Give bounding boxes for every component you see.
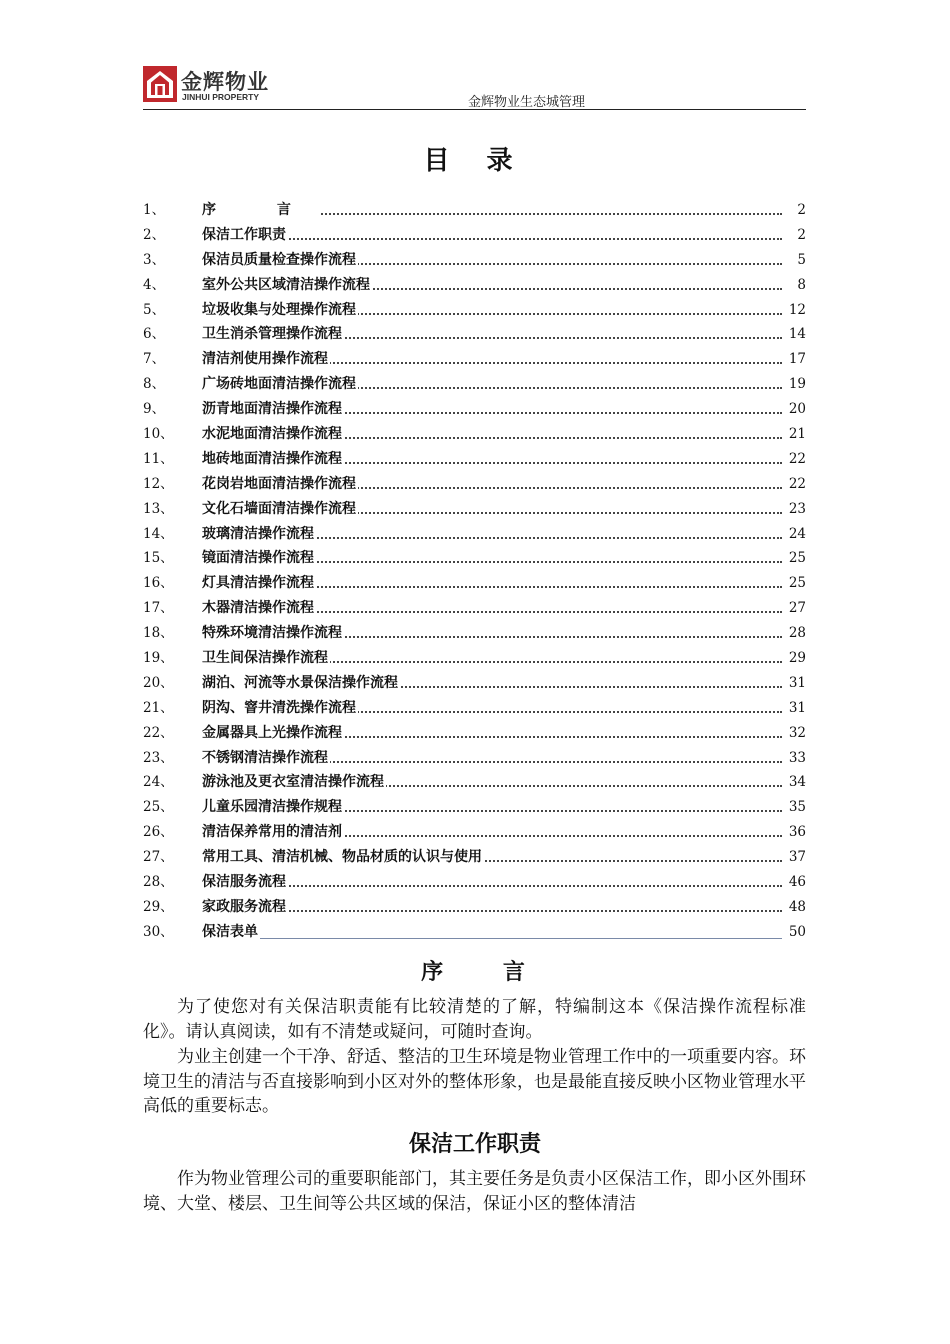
toc-entry-number: 8、 [143,376,166,393]
toc-entry[interactable] [143,770,806,795]
toc-entry[interactable] [143,223,806,248]
toc-entry-label-wrap [202,273,782,297]
toc-entry-label-wrap [202,198,782,222]
toc-entry-page: 22 [788,475,806,492]
toc-entry[interactable] [143,571,806,596]
toc-entry-page: 35 [788,799,806,816]
toc-entry[interactable] [143,198,806,223]
toc-entry-page: 2 [797,226,806,243]
toc-entry-number: 16、 [143,575,174,592]
toc-entry-label[interactable]: 卫生消杀管理操作流程 [202,326,342,343]
toc-entry[interactable] [143,546,806,571]
preface-paragraph-1: 为了使您对有关保洁职责能有比较清楚的了解，特编制这本《保洁操作流程标准化》。请认真阅读，如有不清楚或疑问，可随时查询。 [143,997,806,1042]
toc-entry-label-wrap [202,447,782,471]
toc-entry-page: 28 [788,625,806,642]
toc-entry-label[interactable]: 木器清洁操作流程 [202,600,314,617]
toc-entry[interactable] [143,248,806,273]
company-logo [143,66,268,106]
toc-entry-page: 19 [788,376,806,393]
toc-entry-number: 14、 [143,525,174,542]
toc-entry-number: 6、 [143,326,166,343]
toc-entry-number: 17、 [143,600,174,617]
toc-entry-page: 5 [797,251,806,268]
toc-entry-label-wrap [202,671,782,695]
toc-entry-label[interactable]: 保洁工作职责 [202,226,286,243]
logo-english-name: JINHUI PROPERTY [182,92,259,102]
toc-entry-label-wrap [202,571,782,595]
toc-entry-label[interactable]: 花岗岩地面清洁操作流程 [202,475,356,492]
toc-entry[interactable] [143,397,806,422]
toc-entry-label[interactable]: 垃圾收集与处理操作流程 [202,301,356,318]
toc-entry-label-wrap [202,895,782,919]
toc-entry[interactable] [143,721,806,746]
toc-entry-number: 23、 [143,749,174,766]
toc-entry-label-wrap [202,223,782,247]
toc-entry-page: 8 [797,276,806,293]
toc-entry[interactable] [143,422,806,447]
toc-entry[interactable] [143,273,806,298]
toc-entry-page: 36 [788,824,806,841]
toc-entry[interactable] [143,522,806,547]
toc-entry-label-wrap [202,770,782,794]
toc-entry-label-wrap [202,646,782,670]
toc-entry-page: 14 [788,326,806,343]
toc-entry-label[interactable]: 常用工具、清洁机械、物品材质的认识与使用 [202,849,482,866]
toc-entry-page: 31 [788,699,806,716]
preface-paragraph-2: 为业主创建一个干净、舒适、整洁的卫生环境是物业管理工作中的一项重要内容。环境卫生的清洁与否直接影响到小区对外的整体形象，也是最能直接反映小区物业管理水平高低的重要标志。 [143,1047,806,1116]
header-title: 金辉物业生态城管理 [468,95,586,110]
toc-entry-page: 22 [788,450,806,467]
toc-entry[interactable] [143,621,806,646]
toc-title: 目 录 [423,146,527,176]
toc-entry[interactable] [143,845,806,870]
toc-entry-label-wrap [202,870,782,894]
toc-entry-number: 2、 [143,226,166,243]
toc-entry-label-wrap [202,746,782,770]
toc-entry-label-wrap [202,795,782,819]
toc-entry-number: 21、 [143,699,174,716]
toc-entry-number: 4、 [143,276,166,293]
toc-entry-label[interactable]: 地砖地面清洁操作流程 [202,450,342,467]
house-logo-icon [143,66,177,102]
toc-entry-label-wrap [202,696,782,720]
toc-entry-number: 26、 [143,824,174,841]
toc-entry-label-wrap [202,820,782,844]
toc-entry-number: 5、 [143,301,166,318]
toc-entry-label[interactable]: 镜面清洁操作流程 [202,550,314,567]
toc-entry-page: 25 [788,575,806,592]
toc-entry-page: 23 [788,500,806,517]
toc-entry-number: 9、 [143,401,166,418]
toc-entry[interactable] [143,298,806,323]
toc-entry-label[interactable]: 金属器具上光操作流程 [202,724,342,741]
toc-entry-page: 20 [788,401,806,418]
duty-heading: 保洁工作职责 [408,1132,541,1157]
preface-heading: 序 言 [421,960,551,985]
toc-entry[interactable] [143,646,806,671]
toc-entry-label-wrap [202,472,782,496]
toc-entry-label[interactable]: 卫生间保洁操作流程 [202,650,328,667]
toc-entry-page: 46 [788,874,806,891]
toc-entry-label[interactable]: 沥青地面清洁操作流程 [202,401,342,418]
toc-entry[interactable] [143,746,806,771]
toc-entry-label-wrap [202,522,782,546]
toc-entry[interactable] [143,472,806,497]
toc-entry-page: 31 [788,674,806,691]
toc-entry[interactable] [143,447,806,472]
toc-entry-label-wrap [202,298,782,322]
toc-entry-number: 20、 [143,674,174,691]
toc-entry-label[interactable]: 广场砖地面清洁操作流程 [202,376,356,393]
toc-entry-label[interactable]: 序 言 [202,202,319,218]
toc-entry-number: 18、 [143,625,174,642]
toc-entry[interactable] [143,497,806,522]
toc-entry-page: 2 [797,202,806,218]
toc-entry-label[interactable]: 保洁员质量检查操作流程 [202,251,356,268]
toc-entry-label-wrap [202,546,782,570]
toc-entry-label[interactable]: 保洁表单 [202,923,258,940]
toc-entry-label-wrap [202,721,782,745]
toc-entry-label-wrap [202,397,782,421]
toc-entry-label-wrap [202,248,782,272]
toc-entry-number: 25、 [143,799,174,816]
toc-entry-number: 27、 [143,849,174,866]
toc-entry-label-wrap [202,845,782,869]
toc-entry-label[interactable]: 保洁服务流程 [202,874,286,891]
toc-entry[interactable] [143,870,806,895]
toc-entry-label-wrap [202,497,782,521]
toc-entry-label[interactable]: 文化石墙面清洁操作流程 [202,500,356,517]
toc-entry-page: 24 [788,525,806,542]
toc-entry-number: 1、 [143,202,166,218]
toc-entry-page: 34 [788,774,806,791]
toc-entry[interactable] [143,820,806,845]
toc-entry-page: 32 [788,724,806,741]
header-divider [143,109,806,110]
toc-entry-page: 37 [788,849,806,866]
toc-entry-page: 25 [788,550,806,567]
toc-entry-number: 24、 [143,774,174,791]
toc-entry[interactable] [143,347,806,372]
toc-entry-label[interactable]: 特殊环境清洁操作流程 [202,625,342,642]
toc-entry-page: 12 [788,301,806,318]
toc-entry-label-wrap [202,596,782,620]
toc-entry-label[interactable]: 水泥地面清洁操作流程 [202,426,342,443]
toc-entry-page: 27 [788,600,806,617]
toc-entry-label[interactable]: 家政服务流程 [202,898,286,915]
toc-entry-number: 29、 [143,898,174,915]
toc-entry-label[interactable]: 灯具清洁操作流程 [202,575,314,592]
toc-entry[interactable] [143,671,806,696]
toc-entry-label[interactable]: 清洁保养常用的清洁剂 [202,824,342,841]
toc-entry-page: 21 [788,426,806,443]
toc-entry[interactable] [143,920,806,945]
toc-entry[interactable] [143,895,806,920]
toc-entry-number: 22、 [143,724,174,741]
toc-entry-label[interactable]: 阴沟、窨井清洗操作流程 [202,699,356,716]
toc-entry[interactable] [143,696,806,721]
toc-entry-label-wrap [202,372,782,396]
toc-entry-label[interactable]: 不锈钢清洁操作流程 [202,749,328,766]
toc-entry-number: 28、 [143,874,174,891]
toc-entry-label[interactable]: 室外公共区域清洁操作流程 [202,276,370,293]
toc-entry-number: 11、 [143,450,174,467]
toc-entry[interactable] [143,372,806,397]
toc-entry-label[interactable]: 清洁剂使用操作流程 [202,351,328,368]
toc-entry-label-wrap [202,621,782,645]
toc-entry-number: 30、 [143,923,174,940]
toc-entry-page: 29 [788,650,806,667]
toc-entry-page: 17 [788,351,806,368]
toc-entry-page: 48 [788,898,806,915]
toc-entry-label[interactable]: 湖泊、河流等水景保洁操作流程 [202,674,398,691]
toc-entry-number: 7、 [143,351,166,368]
toc-entry-label[interactable]: 儿童乐园清洁操作规程 [202,799,342,816]
toc-entry[interactable] [143,795,806,820]
toc-entry-page: 33 [788,749,806,766]
duty-paragraph-1: 作为物业管理公司的重要职能部门，其主要任务是负责小区保洁工作，即小区外围环境、大堂、楼层、卫生间等公共区域的保洁，保证小区的整体清洁 [143,1169,806,1214]
toc-entry-number: 19、 [143,650,174,667]
toc-entry-label-wrap [202,920,782,944]
toc-entry-page: 50 [788,923,806,940]
toc-entry-label-wrap [202,422,782,446]
toc-entry-label-wrap [202,322,782,346]
logo-chinese-name: 金辉物业 [181,70,269,94]
toc-entry-number: 12、 [143,475,174,492]
toc-entry-label[interactable]: 游泳池及更衣室清洁操作流程 [202,774,384,791]
toc-entry[interactable] [143,596,806,621]
toc-entry-number: 10、 [143,426,174,443]
toc-entry-label-wrap [202,347,782,371]
toc-entry-number: 15、 [143,550,174,567]
toc-entry-label[interactable]: 玻璃清洁操作流程 [202,525,314,542]
toc-entry-number: 3、 [143,251,166,268]
toc-entry-number: 13、 [143,500,174,517]
table-of-contents [143,198,806,945]
toc-entry[interactable] [143,322,806,347]
